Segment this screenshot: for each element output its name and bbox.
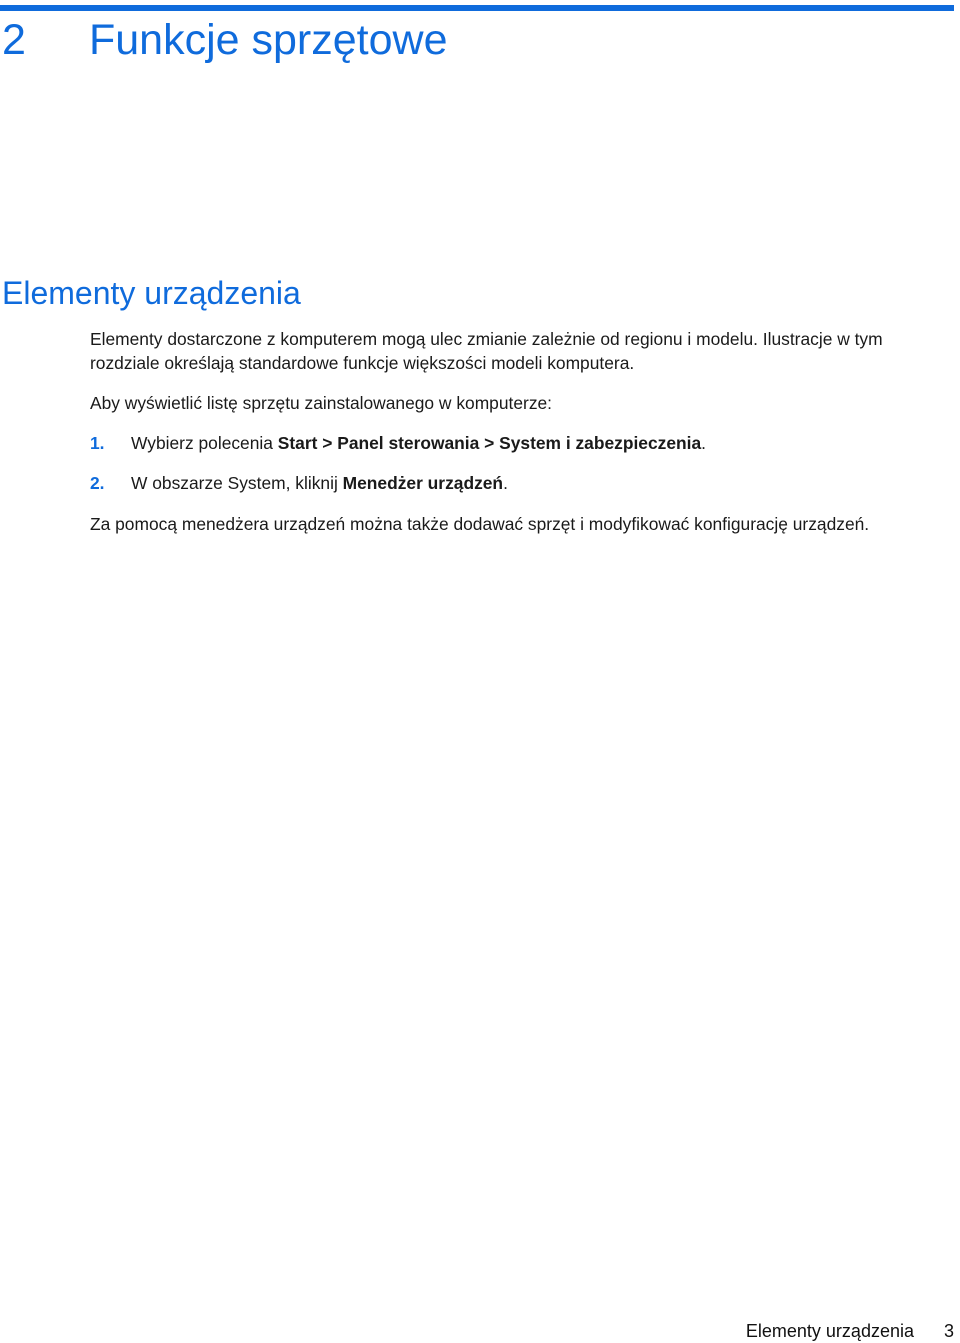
chapter-title — [2, 14, 448, 66]
lead-paragraph: Aby wyświetlić listę sprzętu zainstalowanego w komputerze: — [90, 393, 553, 413]
section-title: Elementy urządzenia — [2, 275, 301, 311]
footer-section-name: Elementy urządzenia — [745, 1321, 914, 1341]
step-2-text: W obszarze System, kliknij — [131, 473, 343, 493]
top-rule — [0, 5, 954, 11]
page-number: 3 — [943, 1321, 954, 1341]
page-footer — [746, 1319, 954, 1343]
step-1-text: Wybierz polecenia — [131, 433, 278, 453]
step-1-path: Start > Panel sterowania > System i zabezpieczenia — [277, 433, 702, 453]
chapter-number: 2 — [2, 16, 26, 64]
intro-paragraph: Elementy dostarczone z komputerem mogą ulec zmianie zależnie od regionu i modelu. Ilustracje w tym rozdziale określają standardowe funkcje większości modeli komputera. — [90, 329, 883, 373]
chapter-title-text: Funkcje sprzętowe — [89, 16, 448, 64]
step-2-device-manager: Menedżer urządzeń — [342, 473, 504, 493]
step-2 — [90, 471, 508, 495]
step-1 — [90, 431, 706, 455]
closing-paragraph: Za pomocą menedżera urządzeń można także dodawać sprzęt i modyfikować konfigurację urządzeń. — [90, 514, 870, 534]
step-1-period: . — [701, 433, 706, 453]
step-1-number: 1. — [90, 433, 105, 453]
step-2-number: 2. — [90, 473, 105, 493]
step-2-period: . — [503, 473, 508, 493]
